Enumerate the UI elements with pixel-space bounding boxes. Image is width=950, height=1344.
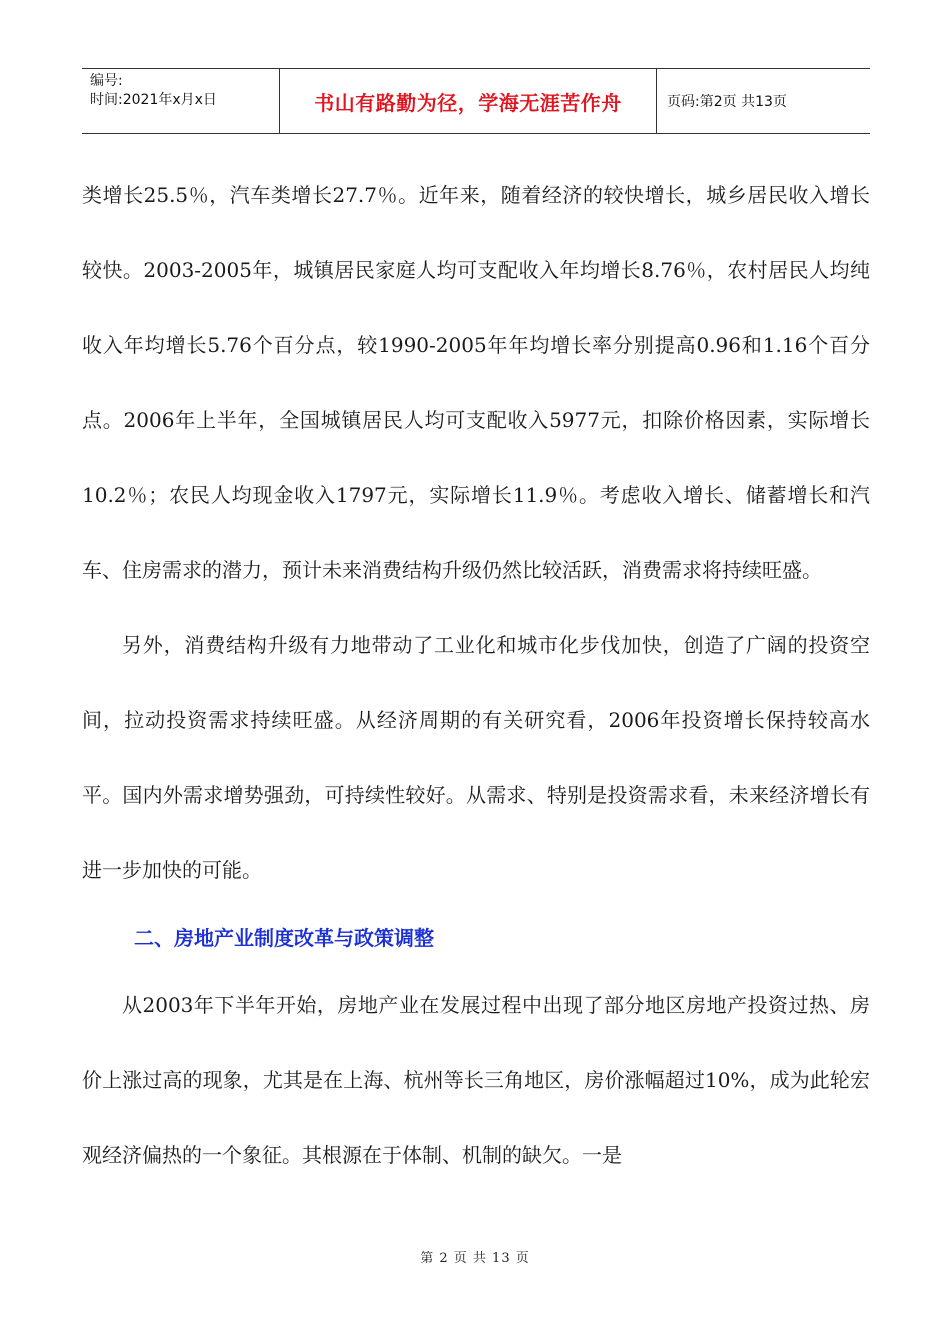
page-header — [82, 68, 870, 134]
header-page-number: 页码:第2页 共13页 — [667, 94, 787, 110]
body-paragraph-3: 从2003年下半年开始，房地产业在发展过程中出现了部分地区房地产投资过热、房价上涨过高的现象，尤其是在上海、杭州等长三角地区，房价涨幅超过10%，成为此轮宏观经济偏热的一个象征。其根源在于体制、机制的缺欠。一是 — [82, 993, 870, 1167]
body-paragraph-1: 类增长25.5％，汽车类增长27.7％。近年来，随着经济的较快增长，城乡居民收入增长较快。2003-2005年，城镇居民家庭人均可支配收入年均增长8.76％，农村居民人均纯收入年均增长5.76个百分点，较1990-2005年年均增长率分别提高0.96和1.16个百分点。2006年上半年，全国城镇居民人均可支配收入5977元，扣除价格因素，实际增长10.2％；农民人均现金收入1797元，实际增长11.9％。考虑收入增长、储蓄增长和汽车、住房需求的潜力，预计未来消费结构升级仍然比较活跃，消费需求将持续旺盛。 — [82, 183, 870, 582]
document-body — [82, 158, 870, 1193]
section-heading: 二、房地产业制度改革与政策调整 — [134, 926, 434, 950]
document-time-label: 时间:2021年x月x日 — [90, 92, 217, 108]
page-footer: 第 2 页 共 13 页 — [420, 1251, 530, 1266]
document-number-label: 编号: — [90, 73, 123, 89]
body-paragraph-2: 另外，消费结构升级有力地带动了工业化和城市化步伐加快，创造了广阔的投资空间，拉动投资需求持续旺盛。从经济周期的有关研究看，2006年投资增长保持较高水平。国内外需求增势强劲，可持续性较好。从需求、特别是投资需求看，未来经济增长有进一步加快的可能。 — [82, 633, 870, 882]
header-motto: 书山有路勤为径，学海无涯苦作舟 — [280, 69, 657, 133]
header-meta — [82, 69, 280, 133]
